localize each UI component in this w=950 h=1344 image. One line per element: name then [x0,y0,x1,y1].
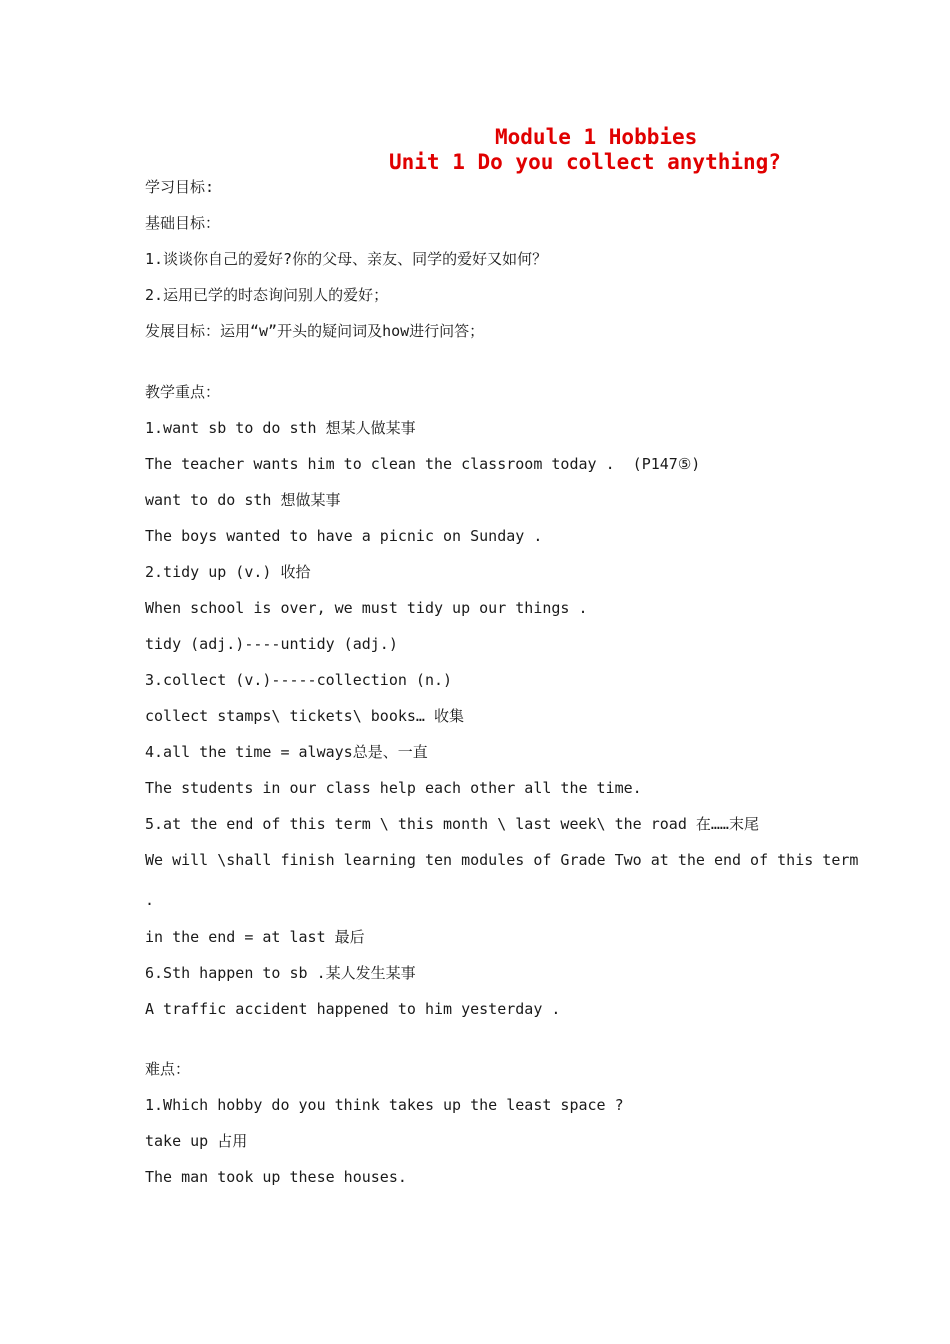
module-title: Module 1 Hobbies [495,125,698,149]
text-line: 4.all the time = always总是、一直 [145,743,428,761]
text-line: 发展目标：运用“w”开头的疑问词及how进行问答； [145,322,485,340]
text-line: The students in our class help each other all the time. [145,779,642,797]
text-line: 2.运用已学的时态询问别人的爱好； [145,286,389,304]
text-line: The man took up these houses. [145,1168,407,1186]
text-line: take up 占用 [145,1132,248,1150]
text-line: in the end = at last 最后 [145,928,365,946]
text-line: The boys wanted to have a picnic on Sunday . [145,527,543,545]
text-line: The teacher wants him to clean the classroom today . (P147⑤) [145,455,701,473]
text-line: When school is over, we must tidy up our things . [145,599,588,617]
text-line: 1.want sb to do sth 想某人做某事 [145,419,416,437]
text-line: We will \shall finish learning ten modules of Grade Two at the end of this term [145,851,859,869]
text-line: . [145,891,155,909]
text-line: 学习目标: [145,178,215,196]
text-line: 3.collect (v.)-----collection (n.) [145,671,453,689]
text-line: collect stamps\ tickets\ books… 收集 [145,707,464,725]
text-line: 2.tidy up (v.) 收拾 [145,563,311,581]
text-line: tidy (adj.)----untidy (adj.) [145,635,398,653]
text-line: 1.Which hobby do you think takes up the least space ? [145,1096,624,1114]
text-line: A traffic accident happened to him yesterday . [145,1000,561,1018]
text-line: 5.at the end of this term \ this month \ last week\ the road 在……末尾 [145,815,759,833]
text-line: 6.Sth happen to sb .某人发生某事 [145,964,416,982]
text-line: want to do sth 想做某事 [145,491,341,509]
section-heading: 教学重点： [145,383,221,401]
text-line: 1.谈谈你自己的爱好?你的父母、亲友、同学的爱好又如何？ [145,250,548,268]
text-line: 基础目标： [145,214,221,232]
unit-title: Unit 1 Do you collect anything? [389,150,781,174]
section-heading: 难点： [145,1060,191,1078]
